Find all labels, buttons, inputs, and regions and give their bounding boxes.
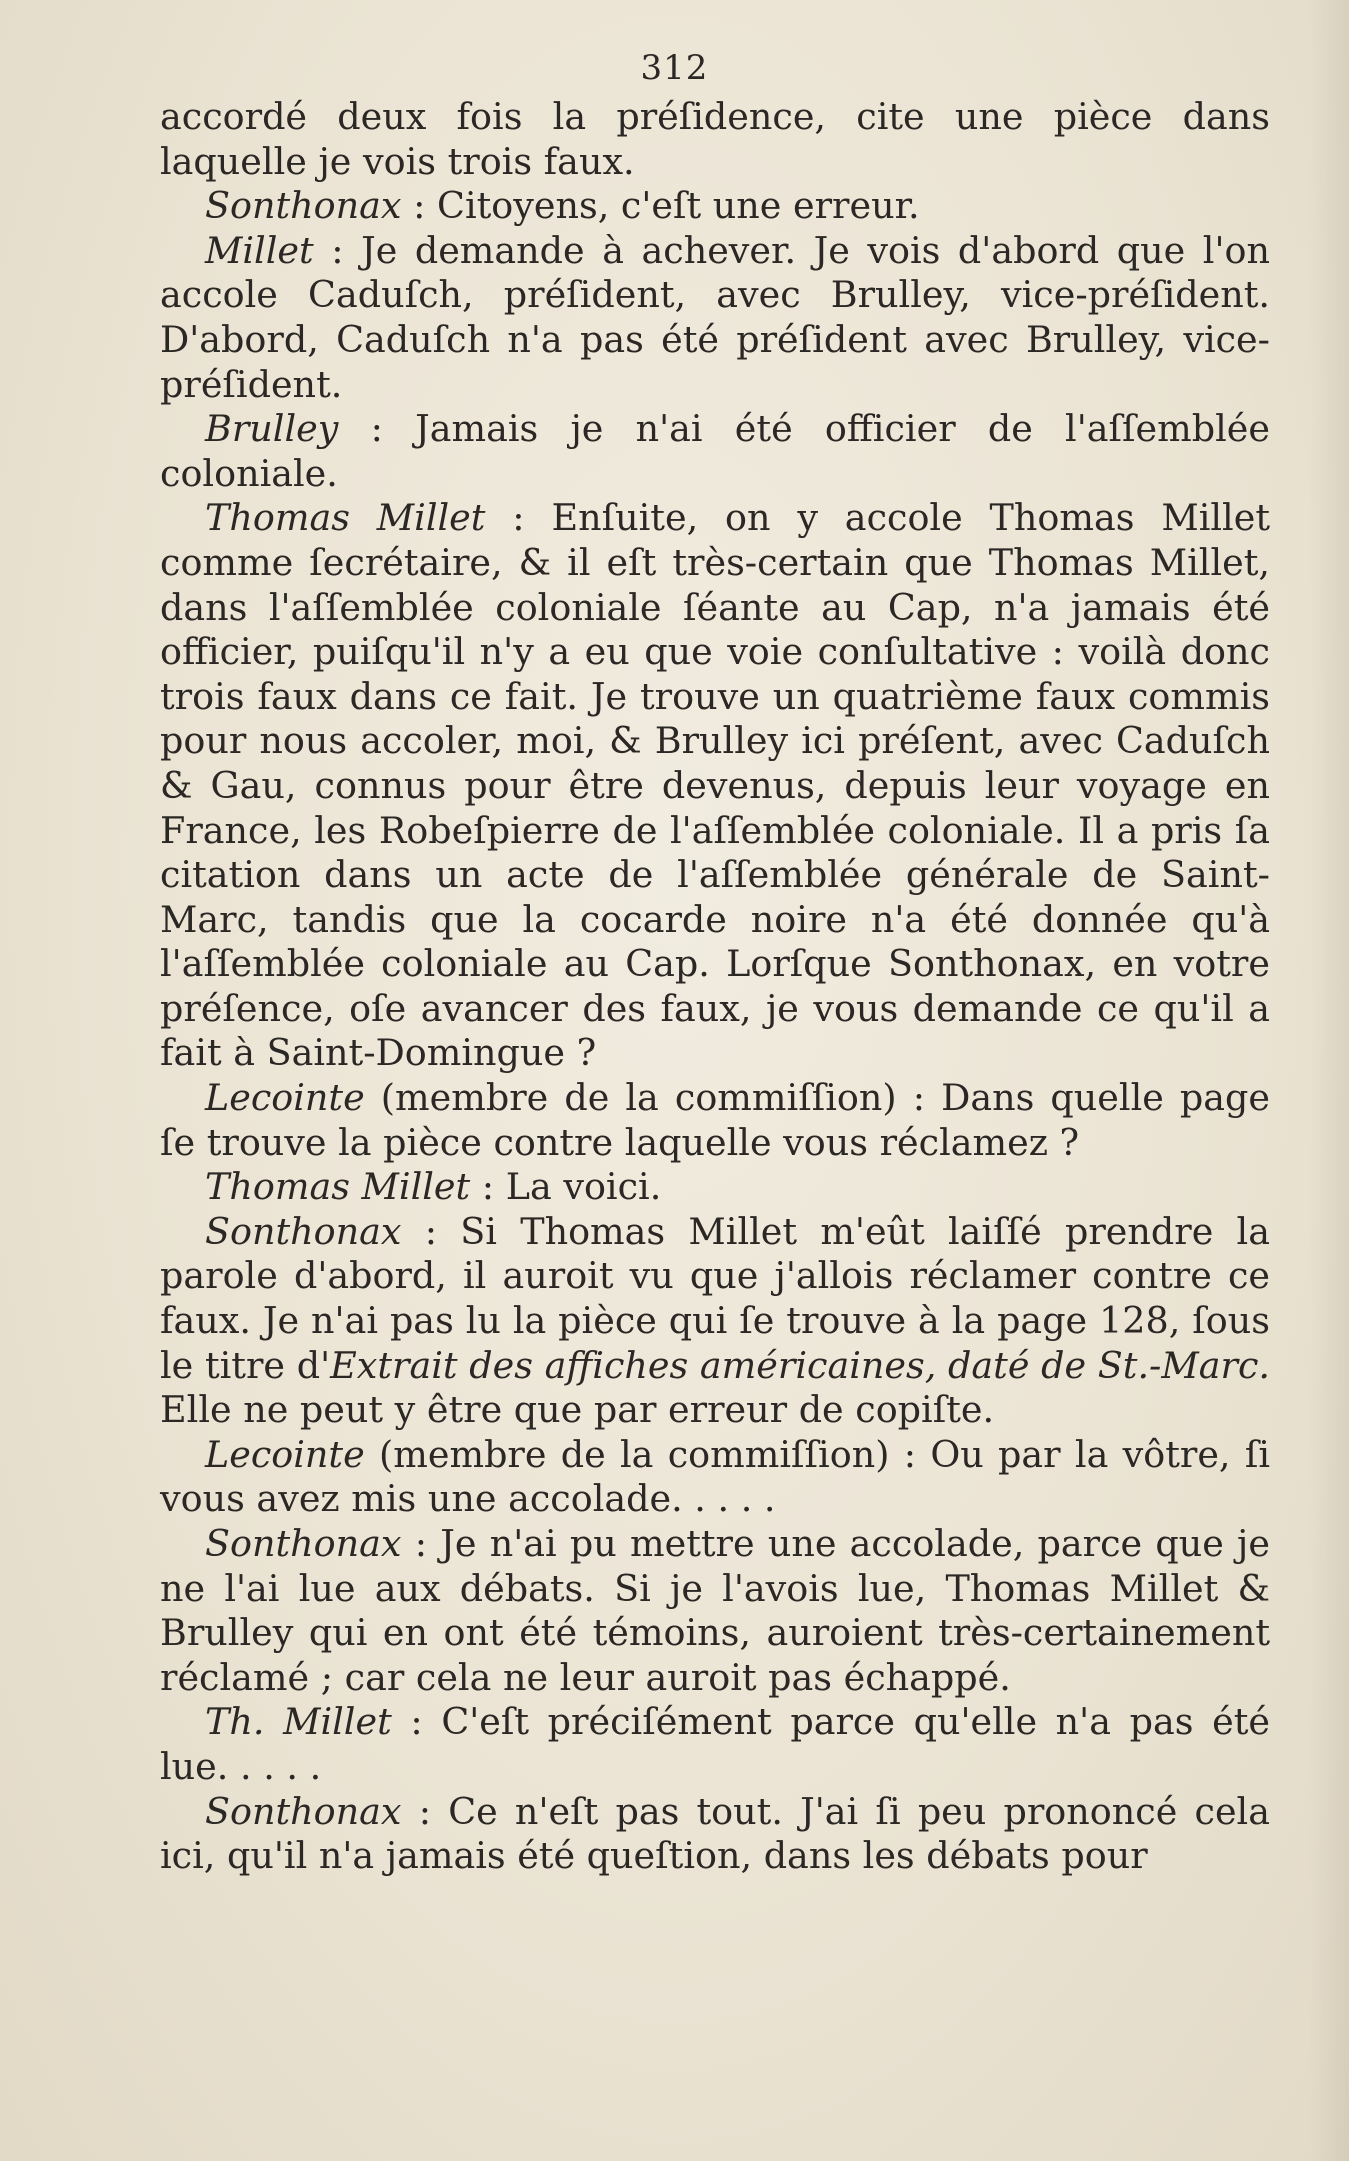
- paragraph-text: Jamais je n'ai été officier de l'aſſemblée coloniale.: [160, 407, 1270, 495]
- paragraph-text: Enſuite, on y accole Thomas Millet comme ſecrétaire, & il eſt très-certain que Thomas Millet, dans l'aſſemblée coloniale ſéante au Cap, n'a jamais été officier, puiſqu'il n'y a eu que voie conſultative : voilà donc trois faux dans ce fait. Je trouve un quatrième faux commis pour nous accoler, moi, & Brulley ici préſent, avec Caduſch & Gau, connus pour être devenus, depuis leur voyage en France, les Robeſpierre de l'aſſemblée coloniale. Il a pris ſa citation dans un acte de l'aſſemblée générale de Saint-Marc, tandis que la cocarde noire n'a été donnée qu'à l'aſſemblée coloniale au Cap. Lorſque Sonthonax, en votre préſence, oſe avancer des faux, je vous demande ce qu'il a fait à Saint-Domingue ?: [160, 496, 1270, 1075]
- speaker-name: Millet: [205, 228, 314, 272]
- paragraph-text: accordé deux fois la préſidence, cite une pièce dans laquelle je vois trois faux.: [160, 95, 1270, 183]
- speaker-name: Brulley: [205, 407, 339, 451]
- paragraph: [160, 229, 1270, 407]
- speaker-name: Thomas Millet: [205, 496, 486, 540]
- speaker-name: Sonthonax: [205, 1209, 402, 1253]
- citation-title: Extrait des affiches américaines, daté de St.-Marc.: [330, 1343, 1271, 1387]
- paragraph-text: La voici.: [505, 1165, 662, 1209]
- speaker-name: Lecointe: [205, 1432, 365, 1476]
- paragraph-text: Je demande à achever. Je vois d'abord que l'on accole Caduſch, préſident, avec Brulley, vice-préſident. D'abord, Caduſch n'a pas été préſident avec Brulley, vice-préſident.: [160, 228, 1270, 406]
- speaker-name: Sonthonax: [205, 1789, 402, 1833]
- page-number: 312: [640, 48, 709, 88]
- speaker-separator: :: [470, 1165, 506, 1209]
- paragraph: [160, 95, 1270, 184]
- speaker-name: Thomas Millet: [205, 1165, 471, 1209]
- speaker-separator: (membre de la commiſſion) :: [364, 1432, 931, 1476]
- paragraph-text-tail: Elle ne peut y être que par erreur de copiſte.: [160, 1388, 995, 1432]
- speaker-separator: :: [338, 407, 416, 451]
- speaker-separator: :: [401, 184, 438, 228]
- speaker-name: Th. Millet: [205, 1700, 392, 1744]
- paragraph-text: Ou par la vôtre, ſi vous avez mis une accolade. . . . .: [160, 1432, 1270, 1521]
- paragraph-text: Dans quelle page ſe trouve la pièce contre laquelle vous réclamez ?: [160, 1076, 1271, 1164]
- paragraph-text: Ce n'eſt pas tout. J'ai ſi peu prononcé cela ici, qu'il n'a jamais été queſtion, dans les débats pour: [160, 1789, 1270, 1878]
- speaker-name: Sonthonax: [205, 184, 402, 228]
- paragraph: [160, 1165, 1270, 1210]
- paragraph: [160, 407, 1270, 496]
- speaker-separator: :: [313, 228, 362, 272]
- text-block: [160, 95, 1270, 1879]
- paragraph: [160, 1522, 1270, 1700]
- speaker-separator: :: [391, 1700, 442, 1744]
- paragraph-text: Si Thomas Millet m'eût laiſſé prendre la parole d'abord, il auroit vu que j'allois réclamer contre ce faux. Je n'ai pas lu la pièce qui ſe trouve à la page 128, ſous le titre d': [160, 1209, 1270, 1387]
- speaker-separator: (membre de la commiſſion) :: [364, 1076, 942, 1120]
- paragraph: [160, 1076, 1270, 1165]
- page-edge-shadow: [1309, 0, 1349, 2161]
- paragraph: [160, 184, 1270, 229]
- paragraph: [160, 1790, 1270, 1879]
- paragraph-text: C'eſt préciſément parce qu'elle n'a pas été lue. . . . .: [160, 1700, 1270, 1788]
- speaker-name: Sonthonax: [205, 1522, 402, 1565]
- paragraph-text: Je n'ai pu mettre une accolade, parce que je ne l'ai lue aux débats. Si je l'avois lue, Thomas Millet & Brulley qui en ont été témoins, auroient très-certainement réclamé ; car cela ne leur auroit pas échappé.: [160, 1522, 1270, 1699]
- paragraph: [160, 1700, 1270, 1789]
- speaker-separator: :: [485, 496, 552, 540]
- speaker-name: Lecointe: [205, 1076, 365, 1120]
- speaker-separator: :: [401, 1522, 441, 1565]
- paragraph-text: Citoyens, c'eſt une erreur.: [437, 184, 920, 228]
- speaker-separator: :: [401, 1789, 449, 1833]
- speaker-separator: :: [401, 1209, 461, 1253]
- paragraph: [160, 1433, 1270, 1522]
- paragraph: [160, 1210, 1270, 1433]
- paragraph: [160, 496, 1270, 1076]
